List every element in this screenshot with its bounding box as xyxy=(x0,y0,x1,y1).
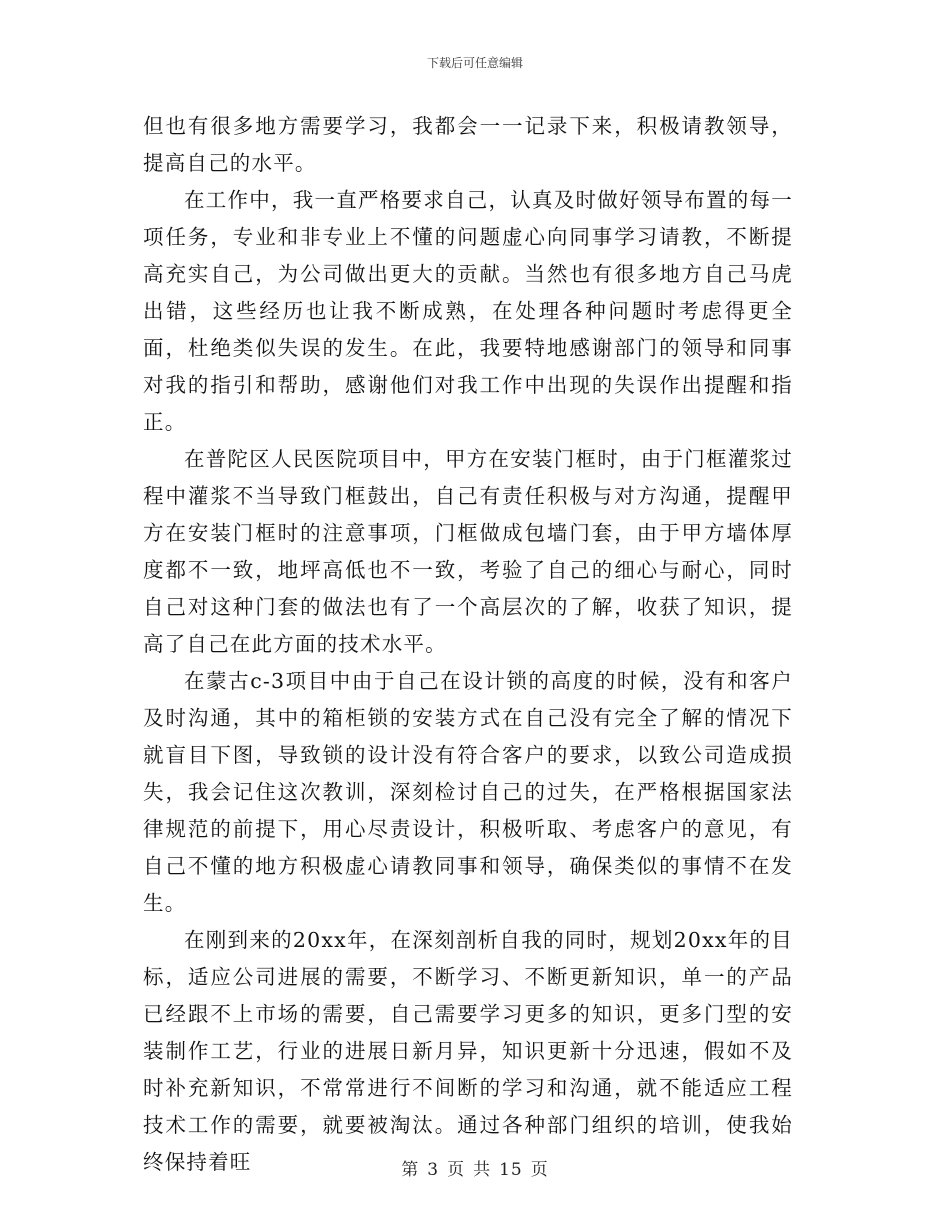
footer-page-prefix: 第 xyxy=(401,1160,420,1180)
footer-total-pages: 15 xyxy=(499,1160,523,1180)
document-body xyxy=(143,108,793,1181)
paragraph-3: 在普陀区人民医院项目中，甲方在安装门框时，由于门框灌浆过程中灌浆不当导致门框鼓出，自己有责任积极与对方沟通，提醒甲方在安装门框时的注意事项，门框做成包墙门套，由于甲方墙体厚度都不一致，地坪高低也不一致，考验了自己的细心与耐心，同时自己对这种门套的做法也有了一个高层次的了解，收获了知识，提高了自己在此方面的技术水平。 xyxy=(143,447,793,656)
header-note: 下载后可任意编辑 xyxy=(426,56,523,70)
paragraph-1: 但也有很多地方需要学习，我都会一一记录下来，积极请教领导，提高自己的水平。 xyxy=(143,114,793,175)
page-footer xyxy=(0,1155,950,1180)
paragraph-5: 在刚到来的20xx年，在深刻剖析自我的同时，规划20xx年的目标，适应公司进展的需要，不断学习、不断更新知识，单一的产品已经跟不上市场的需要，自己需要学习更多的知识，更多门型的安装制作工艺，行业的进展日新月异，知识更新十分迅速，假如不及时补充新知识，不常常进行不间断的学习和沟通，就不能适应工程技术工作的需要，就要被淘汰。通过各种部门组织的培训，使我始终保持着旺 xyxy=(143,928,793,1174)
paragraph-2: 在工作中，我一直严格要求自己，认真及时做好领导布置的每一项任务，专业和非专业上不懂的问题虚心向同事学习请教，不断提高充实自己，为公司做出更大的贡献。当然也有很多地方自己马虎出错，这些经历也让我不断成熟，在处理各种问题时考虑得更全面，杜绝类似失误的发生。在此，我要特地感谢部门的领导和同事对我的指引和帮助，感谢他们对我工作中出现的失误作出提醒和指正。 xyxy=(143,188,793,434)
footer-page-mid: 页 xyxy=(447,1160,466,1180)
footer-current-page: 3 xyxy=(427,1160,440,1180)
footer-page-suffix: 页 xyxy=(530,1160,549,1180)
paragraph-4: 在蒙古c-3项目中由于自己在设计锁的高度的时候，没有和客户及时沟通，其中的箱柜锁的安装方式在自己没有完全了解的情况下就盲目下图，导致锁的设计没有符合客户的要求，以致公司造成损失，我会记住这次教训，深刻检讨自己的过失，在严格根据国家法律规范的前提下，用心尽责设计，积极听取、考虑客户的意见，有自己不懂的地方积极虚心请教同事和领导，确保类似的事情不在发生。 xyxy=(143,669,793,915)
footer-total-prefix: 共 xyxy=(473,1160,492,1180)
